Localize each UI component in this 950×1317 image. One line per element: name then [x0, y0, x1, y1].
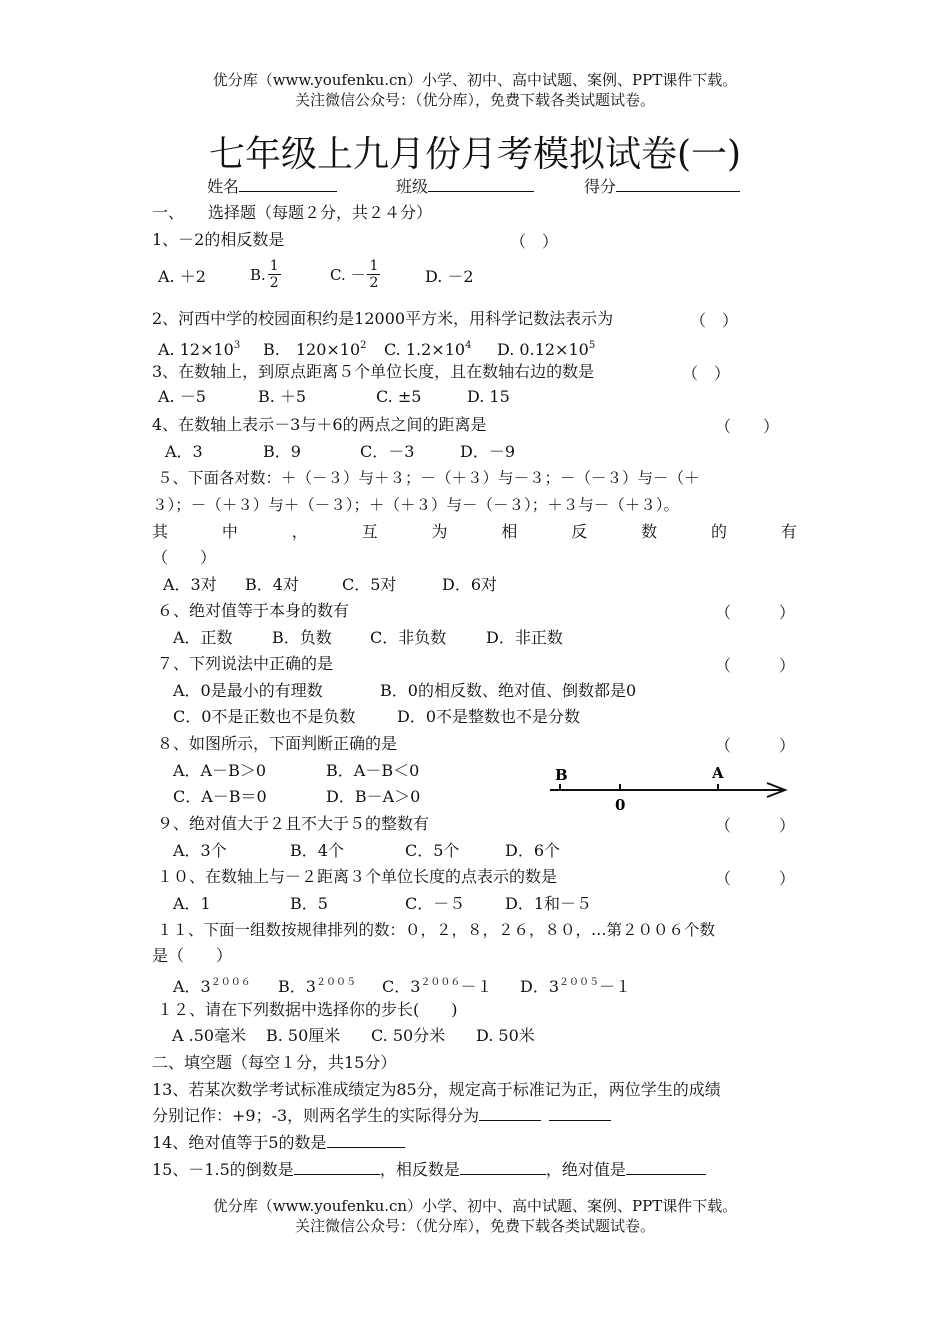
- name-label: 姓名: [207, 177, 240, 196]
- q3-option-d: D. 15: [467, 387, 510, 406]
- score-blank: [616, 176, 740, 192]
- q4-option-b: B．9: [263, 442, 301, 461]
- q1-option-a: A. ＋2: [158, 267, 206, 286]
- point-b-label: B: [555, 766, 568, 784]
- q13-blank-1: [479, 1105, 541, 1121]
- q5-option-b: B．4对: [245, 575, 299, 594]
- q9-option-d: D．6个: [505, 841, 561, 860]
- q13-line-2-text: 分别记作：+9；-3，则两名学生的实际得分为: [152, 1106, 480, 1125]
- number-line-figure: [545, 758, 795, 818]
- q3-option-c: C. ±5: [376, 387, 422, 406]
- q5-option-d: D．6对: [442, 575, 498, 594]
- q3-paren: （ ）: [682, 364, 731, 383]
- name-field: [207, 176, 337, 198]
- q15-part-b: ，相反数是: [379, 1160, 460, 1179]
- fraction-denominator: 2: [269, 275, 279, 291]
- q2-option-a: [158, 335, 240, 361]
- class-label: 班级: [396, 177, 429, 196]
- q5-word: 反: [571, 522, 588, 541]
- q5-word: 相: [501, 522, 518, 541]
- q1-option-b: [250, 258, 283, 291]
- q11-option-d-base: D．3: [520, 977, 560, 996]
- q15-part-c: ，绝对值是: [545, 1160, 626, 1179]
- q13-line-1: 13、若某次数学考试标准成绩定为85分，规定高于标准记为正，两位学生的成绩: [152, 1080, 721, 1099]
- q5-line-3: [152, 521, 797, 543]
- q9-option-c: C．5个: [405, 841, 460, 860]
- q7-option-d: D．0不是整数也不是分数: [397, 707, 581, 726]
- q10-stem: １０、在数轴上与－２距离３个单位长度的点表示的数是: [157, 867, 558, 886]
- q6-paren: （ ）: [715, 603, 796, 622]
- q11-option-c-exponent: ２００６: [420, 977, 461, 988]
- q14-blank: [327, 1132, 405, 1148]
- footer-line-1: 优分库（www.youfenku.cn）小学、初中、高中试题、案例、PPT课件下载。: [212, 1197, 738, 1215]
- fraction-numerator: 1: [269, 258, 279, 274]
- header-line-1: 优分库（www.youfenku.cn）小学、初中、高中试题、案例、PPT课件下载。: [212, 71, 738, 89]
- q9-paren: （ ）: [715, 816, 796, 835]
- q11-option-b-exponent: ２００５: [315, 977, 356, 988]
- fraction-numerator: 1: [369, 258, 379, 274]
- page-title: 七年级上九月份月考模拟试卷(一): [208, 134, 742, 175]
- q13-line-2: [152, 1105, 611, 1127]
- q5-line-2: ３）；－（＋３）与＋（－３）；＋（＋３）与－（－３）；＋３与－（＋３）。: [152, 496, 680, 514]
- fraction-denominator: 2: [369, 275, 379, 291]
- q2-option-c: [384, 335, 471, 361]
- q5-word: 互: [361, 522, 378, 541]
- q11-option-b-base: B．3: [278, 977, 316, 996]
- q11-line-1: １１、下面一组数按规律排列的数：０，２，８，２６，８０，…第２００６个数: [157, 921, 716, 939]
- q5-word: 数: [641, 522, 658, 541]
- q13-blank-2: [549, 1105, 611, 1121]
- q7-option-b: B．0的相反数、绝对值、倒数都是0: [380, 681, 637, 700]
- q2-option-a-base: A. 12×10: [158, 340, 234, 359]
- q10-option-d: D．1和－５: [505, 894, 593, 913]
- q7-paren: （ ）: [715, 656, 796, 675]
- q5-option-a: A．3对: [163, 575, 217, 594]
- q7-option-c: C．0不是正数也不是负数: [173, 707, 356, 726]
- q7-option-a: A．0是最小的有理数: [173, 681, 323, 700]
- q9-option-b: B．4个: [290, 841, 344, 860]
- q4-option-a: A．3: [165, 442, 203, 461]
- q15-part-a: 15、－1.5的倒数是: [152, 1160, 294, 1179]
- q11-option-d-tail: －１: [599, 977, 632, 996]
- q1-stem: 1、－2的相反数是: [152, 230, 285, 249]
- q1-paren: （ ）: [510, 232, 559, 251]
- q11-option-c-base: C．3: [382, 977, 421, 996]
- q6-option-b: B．负数: [272, 628, 332, 647]
- point-a-label: A: [712, 764, 724, 782]
- q12-option-b: B. 50厘米: [266, 1026, 341, 1045]
- q11-option-a-base: A．3: [173, 977, 211, 996]
- q2-stem: 2、河西中学的校园面积约是12000平方米，用科学记数法表示为: [152, 309, 614, 328]
- footer-line-2: 关注微信公众号：（优分库），免费下载各类试题试卷。: [294, 1217, 655, 1235]
- q4-option-d: D．－9: [460, 442, 516, 461]
- q1-option-c: [330, 258, 382, 291]
- q11-option-c: [382, 972, 492, 998]
- q4-paren: （ ）: [715, 417, 780, 436]
- q11-option-d: [520, 972, 631, 998]
- q2-option-a-exponent: 3: [233, 340, 241, 351]
- q11-line-2: 是（ ）: [152, 946, 233, 965]
- class-field: [396, 176, 534, 198]
- q10-option-a: A．1: [173, 894, 211, 913]
- q14: [152, 1132, 405, 1154]
- q2-option-c-exponent: 4: [465, 340, 472, 351]
- q8-stem: ８、如图所示，下面判断正确的是: [157, 734, 398, 753]
- q10-paren: （ ）: [715, 869, 796, 888]
- q15: [152, 1159, 706, 1181]
- q5-paren: （ ）: [152, 548, 217, 567]
- q2-option-c-base: C. 1.2×10: [384, 340, 466, 359]
- q8-option-d: D．B－A＞0: [326, 787, 421, 806]
- q15-blank-2: [460, 1159, 546, 1175]
- q2-option-b-exponent: 2: [360, 340, 367, 351]
- q11-option-d-exponent: ２００５: [559, 977, 600, 988]
- q6-option-c: C．非负数: [370, 628, 447, 647]
- q6-option-a: A．正数: [173, 628, 233, 647]
- q5-word: 其: [152, 522, 169, 541]
- q5-option-c: C．5对: [342, 575, 397, 594]
- q12-option-a: A .50毫米: [172, 1026, 247, 1045]
- q8-option-b: B．A－B＜0: [326, 761, 420, 780]
- q1-option-b-label: B.: [250, 265, 266, 284]
- q15-blank-1: [294, 1159, 380, 1175]
- q2-option-d: [497, 335, 595, 361]
- q2-option-b-base: B. 120×10: [263, 340, 361, 359]
- q3-option-b: B. ＋5: [258, 387, 307, 406]
- q1-option-d: D. －2: [425, 267, 474, 286]
- q12-option-c: C. 50分米: [371, 1026, 446, 1045]
- q6-stem: ６、绝对值等于本身的数有: [157, 601, 350, 620]
- q2-option-d-base: D. 0.12×10: [497, 340, 589, 359]
- q2-paren: （ ）: [690, 311, 739, 330]
- q1-option-c-label: C. －: [330, 266, 366, 284]
- q11-option-c-tail: －１: [460, 977, 493, 996]
- class-blank: [428, 176, 534, 192]
- q5-word: 的: [711, 522, 728, 541]
- q4-option-c: C．－3: [360, 442, 415, 461]
- q12-stem: １２、请在下列数据中选择你的步长( ): [157, 1000, 458, 1019]
- q9-stem: ９、绝对值大于２且不大于５的整数有: [157, 814, 430, 833]
- q3-option-a: A. －5: [158, 387, 206, 406]
- q4-stem: 4、在数轴上表示－3与＋6的两点之间的距离是: [152, 415, 487, 434]
- section-1-heading: 一、 选择题（每题２分，共２４分）: [152, 203, 433, 222]
- q8-option-a: A．A－B＞0: [173, 761, 267, 780]
- score-label: 得分: [584, 177, 617, 196]
- origin-label: 0: [615, 796, 626, 814]
- section-2-heading: 二、填空题（每空１分，共15分）: [152, 1053, 397, 1072]
- q5-word: 中: [221, 522, 238, 541]
- q2-option-b: [263, 335, 367, 361]
- q9-option-a: A．3个: [173, 841, 227, 860]
- q7-stem: ７、下列说法中正确的是: [157, 654, 334, 673]
- q12-option-d: D. 50米: [476, 1026, 535, 1045]
- q11-option-a: [173, 972, 251, 998]
- q5-line-1: ５、下面各对数：＋（－３）与＋３；－（＋３）与－３；－（－３）与－（＋: [157, 469, 700, 487]
- q10-option-b: B．5: [290, 894, 328, 913]
- q15-blank-3: [626, 1159, 706, 1175]
- q5-word: 有: [780, 522, 797, 541]
- q5-word: 为: [431, 522, 448, 541]
- q8-paren: （ ）: [715, 736, 796, 755]
- q14-stem: 14、绝对值等于5的数是: [152, 1133, 327, 1152]
- q11-option-a-exponent: ２００６: [210, 977, 251, 988]
- q10-option-c: C．－５: [405, 894, 466, 913]
- q1-option-b-fraction: [268, 258, 281, 291]
- q3-stem: 3、在数轴上，到原点距离５个单位长度，且在数轴右边的数是: [152, 362, 595, 381]
- q1-option-c-fraction: [367, 258, 380, 291]
- score-field: [584, 176, 740, 198]
- name-blank: [239, 176, 337, 192]
- q6-option-d: D．非正数: [486, 628, 563, 647]
- q8-option-c: C．A－B＝0: [173, 787, 267, 806]
- q5-word: ，: [291, 522, 308, 541]
- header-line-2: 关注微信公众号：（优分库），免费下载各类试题试卷。: [294, 91, 655, 109]
- q2-option-d-exponent: 5: [588, 340, 596, 351]
- q11-option-b: [278, 972, 356, 998]
